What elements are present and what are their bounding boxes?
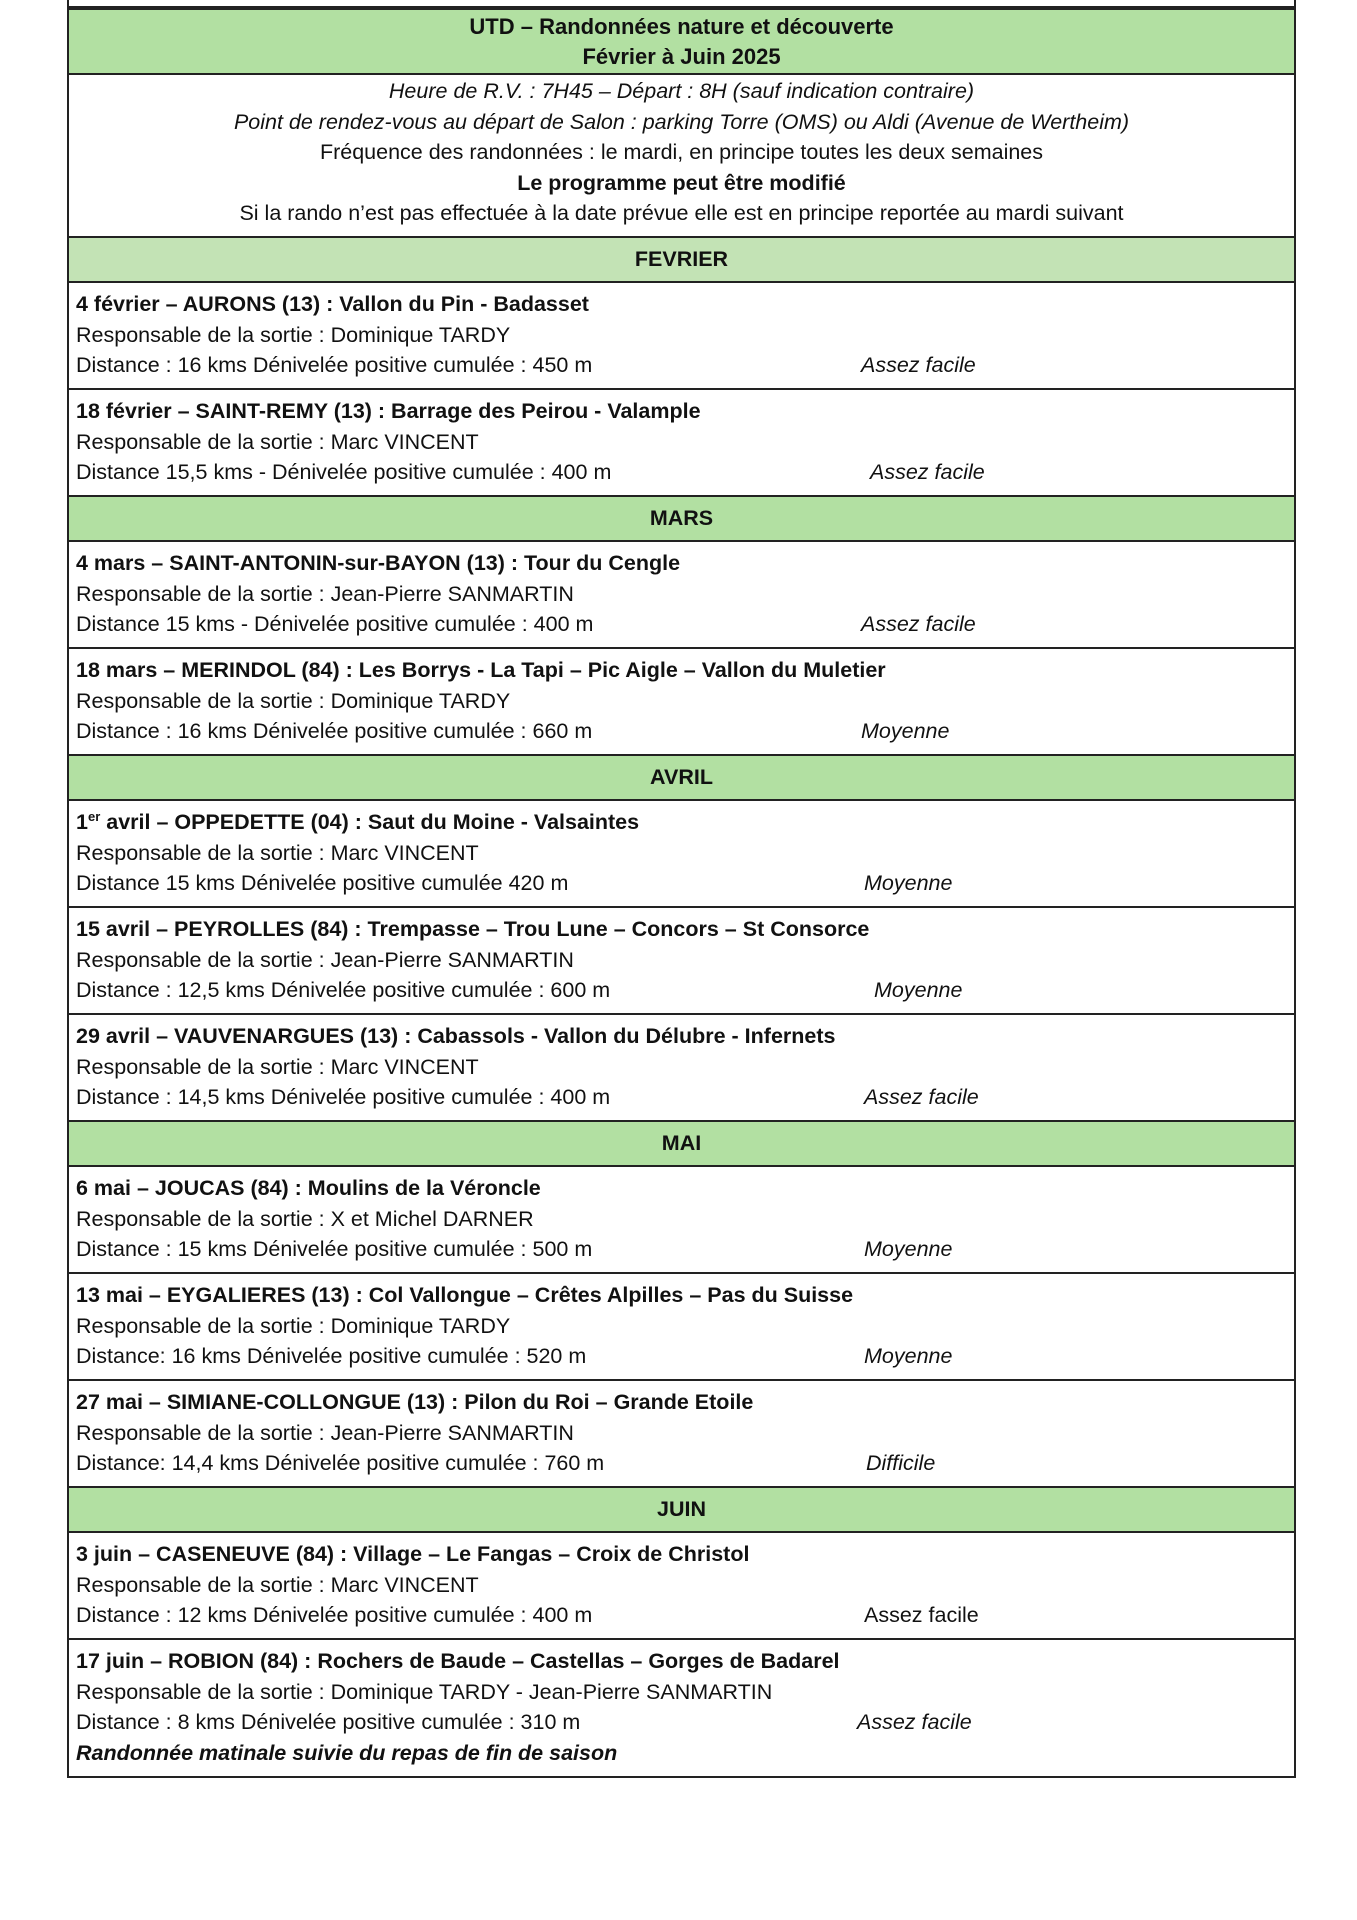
program-title — [68, 9, 1295, 74]
hike-entry — [68, 1380, 1295, 1487]
hike-difficulty: Moyenne — [864, 871, 953, 895]
hike-difficulty: Moyenne — [864, 1344, 953, 1368]
general-info — [68, 74, 1295, 237]
hike-title: 18 mars – MERINDOL (84) : Les Borrys - La Tapi – Pic Aigle – Vallon du Muletier — [76, 658, 886, 682]
month-header-avril: AVRIL — [68, 755, 1295, 800]
hike-leader: Responsable de la sortie : Marc VINCENT — [76, 429, 479, 454]
hike-distance: Distance : 12,5 kms Dénivelée positive cumulée : 600 m — [76, 978, 611, 1002]
meeting-point: Point de rendez-vous au départ de Salon : parking Torre (OMS) ou Aldi (Avenue de Wertheim) — [233, 109, 1130, 134]
hike-title: 6 mai – JOUCAS (84) : Moulins de la Véroncle — [76, 1176, 541, 1200]
frequency: Fréquence des randonnées : le mardi, en principe toutes les deux semaines — [319, 140, 1044, 165]
hike-entry — [68, 648, 1295, 755]
hike-distance: Distance : 14,5 kms Dénivelée positive cumulée : 400 m — [76, 1085, 611, 1109]
hike-entry — [68, 1639, 1295, 1777]
hike-leader: Responsable de la sortie : X et Michel DARNER — [76, 1206, 534, 1231]
hike-leader: Responsable de la sortie : Dominique TARDY - Jean-Pierre SANMARTIN — [76, 1679, 773, 1704]
hike-leader: Responsable de la sortie : Jean-Pierre SANMARTIN — [76, 1420, 574, 1445]
hike-distance: Distance : 16 kms Dénivelée positive cumulée : 660 m — [76, 719, 593, 743]
hike-leader: Responsable de la sortie : Jean-Pierre SANMARTIN — [76, 947, 574, 972]
program-page — [67, 0, 1296, 1778]
month-header-mai: MAI — [68, 1121, 1295, 1166]
hike-distance: Distance : 12 kms Dénivelée positive cumulée : 400 m — [76, 1603, 593, 1627]
hike-entry — [68, 1166, 1295, 1273]
meeting-time: Heure de R.V. : 7H45 – Départ : 8H (sauf indication contraire) — [388, 79, 975, 103]
hike-note: Randonnée matinale suivie du repas de fin de saison — [76, 1740, 618, 1765]
hike-difficulty: Moyenne — [861, 719, 950, 743]
hike-day: 1 — [76, 810, 88, 834]
hike-entry — [68, 800, 1295, 907]
hike-title: 17 juin – ROBION (84) : Rochers de Baude – Castellas – Gorges de Badarel — [76, 1649, 840, 1673]
hike-entry — [68, 541, 1295, 648]
hike-distance: Distance: 16 kms Dénivelée positive cumulée : 520 m — [76, 1344, 587, 1368]
hike-entry — [68, 1532, 1295, 1639]
hike-title: 15 avril – PEYROLLES (84) : Trempasse – Trou Lune – Concors – St Consorce — [76, 917, 870, 941]
hike-title: 18 février – SAINT-REMY (13) : Barrage des Peirou - Valample — [76, 399, 701, 423]
hike-difficulty: Assez facile — [864, 1085, 979, 1109]
hike-distance: Distance 15,5 kms - Dénivelée positive cumulée : 400 m — [76, 460, 612, 484]
hike-entry — [68, 907, 1295, 1014]
hike-entry — [68, 1014, 1295, 1121]
hike-title: 27 mai – SIMIANE-COLLONGUE (13) : Pilon du Roi – Grande Etoile — [76, 1390, 754, 1414]
month-header-juin: JUIN — [68, 1487, 1295, 1532]
hike-leader: Responsable de la sortie : Dominique TARDY — [76, 1313, 511, 1338]
hike-difficulty: Moyenne — [874, 978, 963, 1002]
hike-title: 4 mars – SAINT-ANTONIN-sur-BAYON (13) : Tour du Cengle — [76, 551, 681, 575]
hike-title-rest: avril – OPPEDETTE (04) : Saut du Moine - Valsaintes — [100, 810, 640, 834]
hike-difficulty: Assez facile — [861, 353, 976, 377]
hike-difficulty: Assez facile — [857, 1710, 972, 1734]
month-header-fevrier: FEVRIER — [68, 237, 1295, 282]
hike-entry — [68, 1273, 1295, 1380]
hike-distance: Distance 15 kms Dénivelée positive cumulée 420 m — [76, 871, 569, 895]
hike-distance: Distance : 15 kms Dénivelée positive cumulée : 500 m — [76, 1237, 593, 1261]
hike-leader: Responsable de la sortie : Dominique TARDY — [76, 688, 511, 713]
month-header-mars: MARS — [68, 496, 1295, 541]
hike-title: 4 février – AURONS (13) : Vallon du Pin - Badasset — [76, 292, 589, 316]
hike-distance: Distance : 16 kms Dénivelée positive cumulée : 450 m — [76, 353, 593, 377]
program-table — [67, 8, 1296, 1778]
title-line-2: Février à Juin 2025 — [582, 44, 781, 69]
hike-leader: Responsable de la sortie : Marc VINCENT — [76, 1572, 479, 1597]
hike-distance: Distance 15 kms - Dénivelée positive cumulée : 400 m — [76, 612, 594, 636]
hike-difficulty: Difficile — [866, 1451, 936, 1475]
hike-difficulty: Moyenne — [864, 1237, 953, 1261]
top-rule — [67, 0, 1296, 8]
hike-leader: Responsable de la sortie : Marc VINCENT — [76, 840, 479, 865]
hike-difficulty: Assez facile — [864, 1603, 979, 1627]
hike-title — [76, 807, 1294, 838]
ordinal-suffix: er — [87, 808, 101, 824]
hike-title: 29 avril – VAUVENARGUES (13) : Cabassols - Vallon du Délubre - Infernets — [76, 1024, 836, 1048]
hike-entry — [68, 389, 1295, 496]
program-modifiable-notice: Le programme peut être modifié — [517, 170, 846, 195]
hike-leader: Responsable de la sortie : Jean-Pierre SANMARTIN — [76, 581, 574, 606]
title-line-1: UTD – Randonnées nature et découverte — [469, 14, 894, 39]
postponement-notice: Si la rando n’est pas effectuée à la date prévue elle est en principe reportée au mardi suivant — [239, 201, 1124, 226]
hike-difficulty: Assez facile — [861, 612, 976, 636]
hike-title: 3 juin – CASENEUVE (84) : Village – Le Fangas – Croix de Christol — [76, 1542, 750, 1566]
hike-entry — [68, 282, 1295, 389]
hike-distance: Distance: 14,4 kms Dénivelée positive cumulée : 760 m — [76, 1451, 605, 1475]
hike-leader: Responsable de la sortie : Marc VINCENT — [76, 1054, 479, 1079]
hike-leader: Responsable de la sortie : Dominique TARDY — [76, 322, 511, 347]
hike-difficulty: Assez facile — [870, 460, 985, 484]
hike-title: 13 mai – EYGALIERES (13) : Col Vallongue – Crêtes Alpilles – Pas du Suisse — [76, 1283, 854, 1307]
hike-distance: Distance : 8 kms Dénivelée positive cumulée : 310 m — [76, 1710, 581, 1734]
